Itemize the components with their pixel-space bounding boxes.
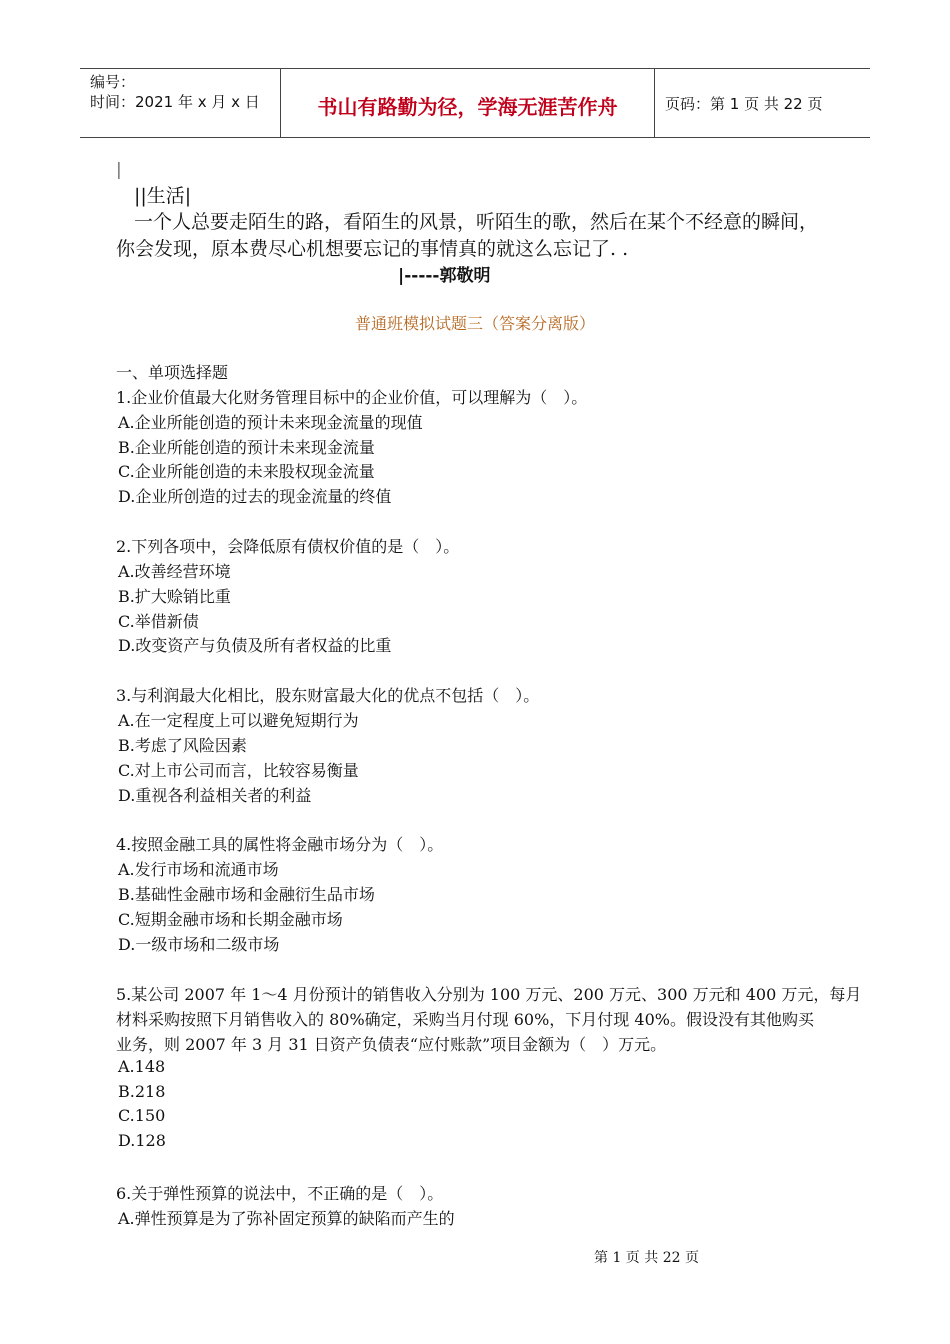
quote-line-1: 一个人总要走陌生的路，看陌生的风景，听陌生的歌，然后在某个不经意的瞬间， bbox=[134, 211, 819, 233]
question-5-option-a: A.148 bbox=[118, 1057, 166, 1076]
question-4-option-d: D.一级市场和二级市场 bbox=[118, 935, 280, 954]
header-page-cell bbox=[655, 69, 870, 137]
question-4-option-a: A.发行市场和流通市场 bbox=[118, 860, 279, 879]
question-3-option-b: B.考虑了风险因素 bbox=[118, 736, 247, 755]
quote-line-2: 你会发现，原本费尽心机想要忘记的事情真的就这么忘记了. . bbox=[116, 238, 629, 260]
question-2-option-b: B.扩大赊销比重 bbox=[118, 587, 231, 606]
exam-title: 普通班模拟试题三（答案分离版） bbox=[354, 314, 595, 333]
page-header bbox=[80, 68, 870, 138]
question-5-option-d: D.128 bbox=[118, 1131, 166, 1150]
question-3-option-c: C.对上市公司而言，比较容易衡量 bbox=[118, 761, 359, 780]
question-2-stem: 2.下列各项中，会降低原有债权价值的是（ ）。 bbox=[116, 537, 460, 556]
header-motto-cell bbox=[281, 69, 655, 137]
question-5-option-b: B.218 bbox=[118, 1082, 166, 1101]
question-1-option-c: C.企业所能创造的未来股权现金流量 bbox=[118, 462, 375, 481]
question-1-stem: 1.企业价值最大化财务管理目标中的企业价值，可以理解为（ ）。 bbox=[116, 388, 588, 407]
question-4-stem: 4.按照金融工具的属性将金融市场分为（ ）。 bbox=[116, 835, 444, 854]
question-2-option-d: D.改变资产与负债及所有者权益的比重 bbox=[118, 636, 392, 655]
question-3-option-d: D.重视各利益相关者的利益 bbox=[118, 786, 312, 805]
question-5-stem-line-2: 材料采购按照下月销售收入的 80%确定，采购当月付现 60%，下月付现 40%。假设没有其他购买 bbox=[116, 1010, 814, 1029]
question-3-option-a: A.在一定程度上可以避免短期行为 bbox=[118, 711, 359, 730]
decor-bar: | bbox=[116, 160, 122, 180]
section-heading: 一、单项选择题 bbox=[116, 363, 229, 382]
code-label: 编号： bbox=[90, 73, 136, 91]
question-2-option-a: A.改善经营环境 bbox=[118, 562, 231, 581]
question-3-stem: 3.与利润最大化相比，股东财富最大化的优点不包括（ ）。 bbox=[116, 686, 540, 705]
time-label: 时间：2021 年 x 月 x 日 bbox=[90, 93, 260, 111]
question-4-option-c: C.短期金融市场和长期金融市场 bbox=[118, 910, 343, 929]
quote-author: |-----郭敬明 bbox=[398, 266, 491, 286]
question-5-option-c: C.150 bbox=[118, 1106, 166, 1125]
question-6-option-a: A.弹性预算是为了弥补固定预算的缺陷而产生的 bbox=[118, 1209, 455, 1228]
motto: 书山有路勤为径，学海无涯苦作舟 bbox=[317, 95, 618, 119]
question-1-option-b: B.企业所能创造的预计未来现金流量 bbox=[118, 438, 375, 457]
question-5-stem-line-3: 业务，则 2007 年 3 月 31 日资产负债表“应付账款”项目金额为（ ）万元。 bbox=[116, 1035, 667, 1054]
header-meta-cell bbox=[80, 69, 281, 137]
question-1-option-d: D.企业所创造的过去的现金流量的终值 bbox=[118, 487, 392, 506]
page-info: 页码：第 1 页 共 22 页 bbox=[665, 95, 823, 113]
life-label: ||生活| bbox=[134, 185, 192, 207]
question-6-stem: 6.关于弹性预算的说法中，不正确的是（ ）。 bbox=[116, 1184, 444, 1203]
page-footer: 第 1 页 共 22 页 bbox=[594, 1250, 699, 1266]
question-2-option-c: C.举借新债 bbox=[118, 612, 199, 631]
question-4-option-b: B.基础性金融市场和金融衍生品市场 bbox=[118, 885, 375, 904]
question-5-stem-line-1: 5.某公司 2007 年 1～4 月份预计的销售收入分别为 100 万元、200 万元、300 万元和 400 万元，每月 bbox=[116, 985, 862, 1004]
question-1-option-a: A.企业所能创造的预计未来现金流量的现值 bbox=[118, 413, 423, 432]
